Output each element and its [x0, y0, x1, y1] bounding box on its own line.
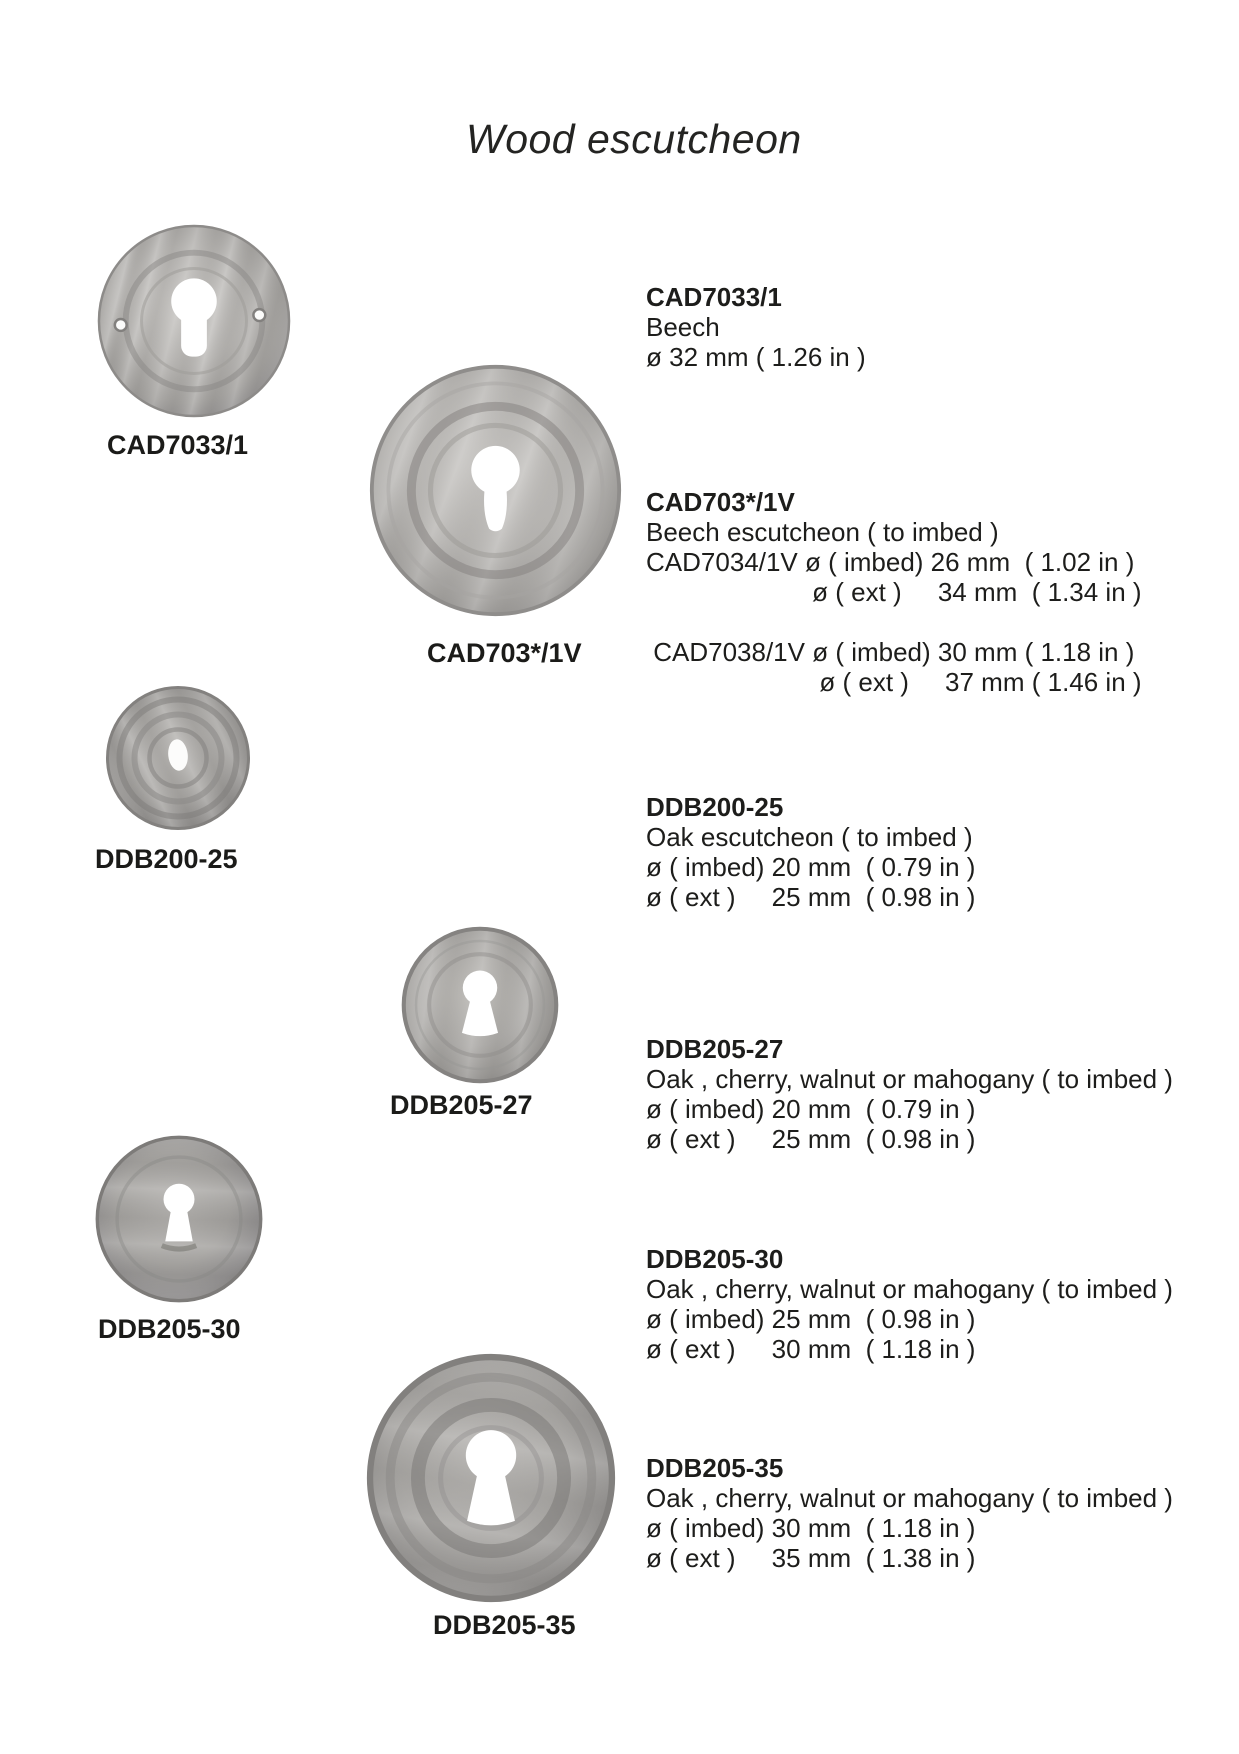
product-caption-ddb205-30: DDB205-30: [98, 1314, 241, 1344]
product-spec-line: ø ( ext ) 35 mm ( 1.38 in ): [646, 1543, 976, 1573]
product-spec-line: ø ( imbed) 20 mm ( 0.79 in ): [646, 852, 976, 882]
escutcheon-image: [398, 923, 562, 1087]
product-spec-line: ø ( ext ) 30 mm ( 1.18 in ): [646, 1334, 976, 1364]
product-photo-ddb205-35: [365, 1352, 617, 1604]
product-photo-ddb205-30: [93, 1133, 265, 1305]
product-spec-line: Oak , cherry, walnut or mahogany ( to imbed ): [646, 1274, 1173, 1304]
product-spec-line: ø ( ext ) 34 mm ( 1.34 in ): [646, 577, 1142, 607]
product-spec-line: ø ( imbed) 20 mm ( 0.79 in ): [646, 1094, 976, 1124]
product-photo-cad7033-1: [95, 222, 293, 420]
product-info-ddb205-35: [646, 1453, 1173, 1573]
product-spec-line: Oak , cherry, walnut or mahogany ( to imbed ): [646, 1483, 1173, 1513]
product-caption-ddb205-27: DDB205-27: [390, 1090, 533, 1120]
product-spec-line: Beech escutcheon ( to imbed ): [646, 517, 999, 547]
escutcheon-image: [95, 222, 293, 420]
product-spec-line: ø ( imbed) 25 mm ( 0.98 in ): [646, 1304, 976, 1334]
escutcheon-image: [103, 683, 253, 833]
product-code: DDB205-27: [646, 1034, 784, 1064]
product-spec-line: ø ( imbed) 30 mm ( 1.18 in ): [646, 1513, 976, 1543]
product-info-ddb205-27: [646, 1034, 1173, 1154]
product-caption-ddb205-35: DDB205-35: [433, 1610, 576, 1640]
product-caption-cad7033-1: CAD7033/1: [107, 430, 249, 460]
escutcheon-image: [368, 363, 623, 618]
product-caption-ddb200-25: DDB200-25: [95, 844, 238, 874]
screw-hole-right: [253, 309, 265, 321]
product-code: DDB205-35: [646, 1453, 784, 1483]
escutcheon-image: [93, 1133, 265, 1305]
product-spec-line: Beech: [646, 312, 720, 342]
product-spec-line: CAD7038/1V ø ( imbed) 30 mm ( 1.18 in ): [646, 637, 1135, 667]
product-spec-line: Oak , cherry, walnut or mahogany ( to imbed ): [646, 1064, 1173, 1094]
product-info-ddb205-30: [646, 1244, 1173, 1364]
product-info-ddb200-25: [646, 792, 975, 912]
product-spec-line: ø ( ext ) 37 mm ( 1.46 in ): [646, 667, 1142, 697]
screw-hole-left: [115, 319, 127, 331]
product-photo-ddb205-27: [398, 923, 562, 1087]
product-code: CAD703*/1V: [646, 487, 795, 517]
product-code: DDB200-25: [646, 792, 784, 822]
product-spec-line: ø ( ext ) 25 mm ( 0.98 in ): [646, 882, 976, 912]
product-spec-line: [646, 607, 1142, 637]
product-info-cad7033-1: [646, 282, 866, 372]
product-code: CAD7033/1: [646, 282, 782, 312]
page-title: Wood escutcheon: [466, 116, 802, 162]
product-spec-line: ø 32 mm ( 1.26 in ): [646, 342, 866, 372]
escutcheon-image: [365, 1352, 617, 1604]
product-spec-line: ø ( ext ) 25 mm ( 0.98 in ): [646, 1124, 976, 1154]
product-code: DDB205-30: [646, 1244, 784, 1274]
product-spec-line: Oak escutcheon ( to imbed ): [646, 822, 973, 852]
product-photo-ddb200-25: [103, 683, 253, 833]
product-caption-cad703x-1v: CAD703*/1V: [427, 638, 582, 668]
product-photo-cad703x-1v: [368, 363, 623, 618]
product-spec-line: CAD7034/1V ø ( imbed) 26 mm ( 1.02 in ): [646, 547, 1135, 577]
product-info-cad703x-1v: [646, 487, 1142, 697]
